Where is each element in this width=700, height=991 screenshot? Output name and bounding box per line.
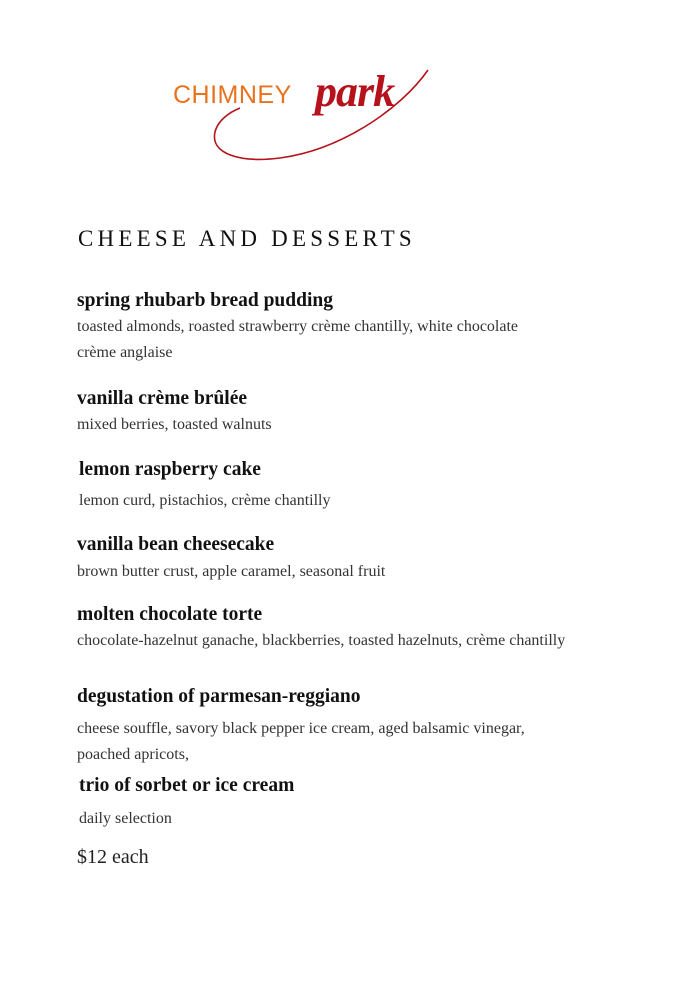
menu-item: [77, 288, 597, 366]
section-title: CHEESE AND DESSERTS: [78, 226, 416, 251]
menu-item-name: molten chocolate torte: [77, 604, 263, 625]
menu-item-name: lemon raspberry cake: [79, 459, 261, 480]
menu-item: [79, 773, 599, 832]
logo-chimney-text: CHIMNEY: [173, 81, 292, 109]
menu-item-name: degustation of parmesan-reggiano: [77, 686, 361, 707]
menu-item-description: cheese souffle, savory black pepper ice cream, aged balsamic vinegar, poached apricots,: [77, 720, 525, 763]
menu-item-name: trio of sorbet or ice cream: [79, 775, 295, 796]
menu-item: [77, 602, 597, 654]
logo-park-text: park: [315, 67, 395, 116]
price-note: $12 each: [77, 846, 149, 868]
chimney-park-logo: [170, 50, 470, 170]
menu-item: [77, 684, 597, 768]
menu-item-description: mixed berries, toasted walnuts: [77, 416, 272, 433]
menu-item: [79, 457, 599, 514]
menu-item-description: brown butter crust, apple caramel, seasonal fruit: [77, 563, 386, 580]
menu-item-name: vanilla bean cheesecake: [77, 534, 275, 555]
menu-item-name: spring rhubarb bread pudding: [77, 290, 333, 311]
menu-item-description: toasted almonds, roasted strawberry crème chantilly, white chocolate crème anglaise: [77, 318, 519, 361]
menu-item-description: daily selection: [79, 810, 172, 827]
menu-item: [77, 532, 597, 585]
menu-item-name: vanilla crème brûlée: [77, 388, 248, 409]
menu-item-description: lemon curd, pistachios, crème chantilly: [79, 492, 331, 509]
menu-item-description: chocolate-hazelnut ganache, blackberries, toasted hazelnuts, crème chantilly: [77, 632, 566, 649]
menu-item: [77, 386, 597, 438]
